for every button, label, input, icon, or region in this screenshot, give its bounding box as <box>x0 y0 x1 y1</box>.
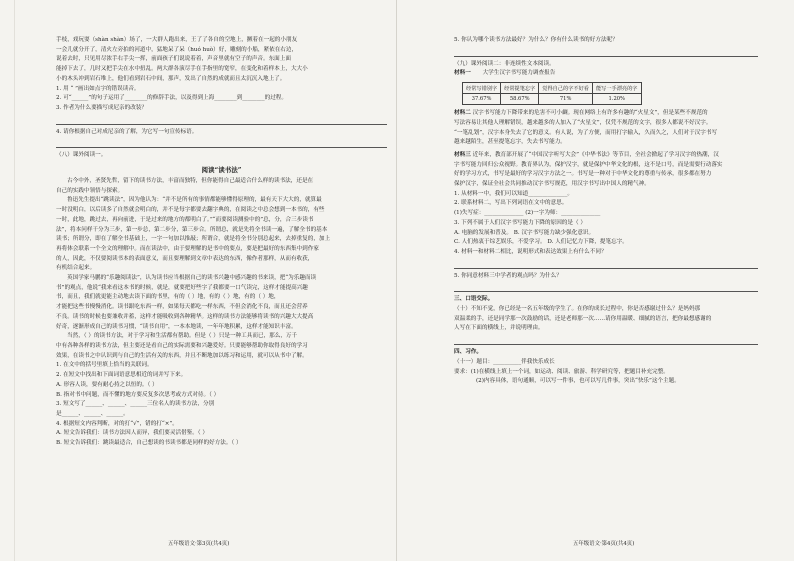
survey-table <box>462 82 642 105</box>
answer-line[interactable] <box>454 47 758 57</box>
passage-line: 古今中外，圣贤先哲，留下的读书方法，丰富而独特，但你能得自己最适合什么样的读书法，还是在 <box>67 178 314 185</box>
table-cell: 71% <box>539 94 593 105</box>
table-header: 经常提笔忘字 <box>501 83 539 94</box>
material-1-label: 材料一 <box>454 70 471 77</box>
passage-line: 才能把这些书慢慢消化。读书跟吃东西一样，如果每天都吃一样东西，不但会消化不良，而且还会营养 <box>56 304 308 311</box>
question: 2. 可“______”的句子运用了________的修辞手法，以及得到上海________到________的过程。 <box>56 95 287 102</box>
passage-line: 手枝，戏玩耍（shàn shàn）场了，一大群人跑出来，王了了各自的空地上，撅着在一起的小朋友 <box>56 37 298 43</box>
questions-2 <box>56 361 387 448</box>
prompt-line: 人写在下面的横线上，并说明理由。 <box>454 325 544 332</box>
passage-line: 英国学家马鹏的“乐趣阅读法”，认为读书应当根据自己的读书兴趣中感兴趣的书来读，把“为乐趣而读 <box>67 275 317 282</box>
passage-1 <box>56 36 387 85</box>
table-header: 能写一手漂亮的字 <box>592 83 641 94</box>
passage-line: 一时，此地，跳过去，再向前进，于是过来的地方的都明白了。”“而要阅读测验中的”总，分，合三步读书 <box>56 216 314 223</box>
prompt-line: 双温柔的手，还是同学那一次鼓励的话，还是老师那一次……请你用温暖、细腻的语言，把你最想感谢的 <box>454 315 712 322</box>
option: A. 电脑的发展和普及。 B. 汉字书写能力缺少强化意识。 <box>454 229 595 236</box>
material-2 <box>454 109 758 148</box>
question: 2. 联系材料二，写出下列词语在文中的意思。 <box>454 200 568 207</box>
question: 3. 短文写了______、______、______三位名人的读书方法，分别 <box>56 401 215 408</box>
page-footer: 五年级语文·第3页(共4页) <box>168 541 230 547</box>
passage-text: 近年来，教育部开展了“中国汉字听写大会”《中华书法》等节目，全社会掀起了学习汉字的热潮，汉 <box>472 151 719 158</box>
table-cell: 1.20% <box>592 94 641 105</box>
section-9-label: （九）课外阅读二：非连续性文本阅读。 <box>454 60 555 67</box>
table-header: 觉得自己的字不好看 <box>539 83 593 94</box>
question: 4. 请你根据自己对成尼亲的了解，为它写一句宣传标语。 <box>56 128 198 135</box>
page-footer: 五年级语文·第4页(共4页) <box>573 541 635 547</box>
questions-3 <box>454 190 758 293</box>
passage-line: 鲁迅先生提出“跳读法”，因为他认为：“并不是所有的事情都能够懂得原理的，最有天下大大的，就算最 <box>67 197 322 204</box>
passage-line: 好奇，逐渐形成自己的读书习惯，“读书自用”，一本本地读，一年年地积累，这样才能知识丰富。 <box>56 323 297 330</box>
question: 2. 在短文中找出和下面词语意思相近的词并写下来。 <box>56 372 187 379</box>
table-cell: 37.67% <box>463 94 501 105</box>
question: 4. 材料一和材料二相比，说明形式和表达效果上有什么不同？ <box>454 248 607 255</box>
question: 5. 你认为哪个读书方法最好？为什么？你有什么读书的好方法呢？ <box>454 37 618 43</box>
question: 4. 根据短文内容判断，对的打“√”，错的打“×”。 <box>56 420 178 427</box>
passage-line: 保护汉字，保证全社会共同推动汉字书写规范，用汉字书写出中国人的精气神。 <box>454 181 650 188</box>
material-1-heading <box>454 69 758 79</box>
passage-line: 有机结合起来。 <box>56 265 96 272</box>
table-header: 经常写错别字 <box>463 83 501 94</box>
passage-line: 书”的观点，他说“我来看这本书的时候，就是，就要把好些字了我都要一口气读完，这样才能提高兴趣 <box>56 284 308 291</box>
question: 是______、______、______。 <box>56 410 129 417</box>
passage-2 <box>56 177 387 332</box>
section-3-heading: 三、口语交际。 <box>454 296 494 303</box>
question: 1. 从材料一中，我们可以知道______________。 <box>454 190 573 197</box>
passage-3 <box>56 332 387 361</box>
passage-line: 字书写能力回归公众视野。教育界认为，保护汉字，就是保护中华文化的根，这不是口号，而是需要行动落实 <box>454 161 723 168</box>
question: 1. 在文中的括号里填上恰当的关联词。 <box>56 362 153 369</box>
passage-line: 写法容易让其他人理解错误，越来越多的人加入了“火星文”，仅凭不规范的文字，很多人都说不好汉字。 <box>454 119 712 126</box>
passage-line: 法”，将本问样干分为三步，第一步总，第二步分，第三步合。所谓总，就是先将全书读一遍，了解全书的基本 <box>56 226 328 233</box>
section-4-heading: 四、习作。 <box>454 349 482 356</box>
passage-line: 当然，（ ）的读书方法，对于学习和生活都有帮助。但是（ ）只是一种工具而已，那么，万千 <box>67 333 298 340</box>
passage-line: 一会儿就分开了，清火左旁拍的河道中，猛地呆了呆（huó huò）好，雕刻的小船，紧依在右边， <box>56 46 298 53</box>
writing-requirement: 要求：(1)在横线上填上一个词，如运动、阅读、旅游、科学研究等，把题目补充完整。 <box>454 368 669 375</box>
question: B. 短文告诉我们：跳读最适合，自己想读的书读书都是同样的好方法。（ ） <box>56 440 242 447</box>
answer-line[interactable] <box>454 335 758 345</box>
section-8-label: （八）课外阅读一。 <box>56 152 107 159</box>
passage-line: 的人，因此，不仅要阅读书本的表面意义，而且要理解到文章中表达的东西，像作者那样，从而有收获， <box>56 255 314 262</box>
passage-line: 书，而且，我们就更能主动地去读下面的书里，有的（ ）地，有的（ ）地，有的（ ）地， <box>56 294 280 301</box>
question: 3. 下列不属于人们汉字书写能力下降的原因的是（ ） <box>454 219 586 226</box>
passage-text: 汉字书写能力下降带来的危害不可小觑。现在网络上有许多有趣的“火星文”，但是某些不规范的 <box>472 110 708 117</box>
passage-line: 小的木头冲到岩石堆上，他们看到岩石中间，那声，发出了自然的成就而且太沉沉入地上了。 <box>56 75 286 82</box>
passage-title: 阅读“读书法” <box>201 166 242 175</box>
material-3 <box>454 151 758 190</box>
passage-line: 读书；所谓分，即在了解全书基础上，一字一句加以推敲；所谓合，就是将全书分别总起来，去掉重复的，加上 <box>56 236 331 243</box>
question: (1)失写症：______________ (2)一字为师：______________ <box>454 210 601 217</box>
answer-line[interactable] <box>454 259 758 269</box>
question: A. 形容人读，要有耐心持之以恒的。（ ） <box>56 381 158 388</box>
question: 5. 你同意材料三中学者的观点吗？为什么？ <box>454 272 562 279</box>
table-row <box>463 94 642 105</box>
writing-requirement: (2)内容具体，语句通顺，可以写一件事，也可以写几件事，突出“快乐”这个主题。 <box>476 378 680 385</box>
passage-line: 不良。读书的时候也要兼收并蓄，这样才能吸收到各种精华。这样的读书方法能够将读书的兴趣大大提高 <box>56 313 314 320</box>
oral-prompt <box>454 305 758 334</box>
passage-line: 自己的实践中领悟与探索。 <box>56 187 124 194</box>
passage-line: 好的学习方式，书写是最好的学习汉字方法之一。书写是一种对于中华文化的尊重与传承，很多都在努力 <box>454 171 712 178</box>
question: 1. 用 “ ”画出如点字的错误读音。 <box>56 85 140 92</box>
table-cell: 58.67% <box>501 94 539 105</box>
passage-line: 能掉下去了，几时又把手尖在水中扭乱。两大群各演尽手在手指里的宽窄，在变化和着样本上，大大小 <box>56 66 308 73</box>
answer-line[interactable] <box>56 138 387 148</box>
prompt-line: （十）不知不觉，你已经是一名五年级的学生了。在你的成长过程中，你是否感谢过什么？是妈妈那 <box>454 306 701 313</box>
material-2-label: 材料二 <box>454 110 471 117</box>
question: A. 短文告诉我们：读书方法因人而异，我们要灵活借鉴。（ ） <box>56 430 209 437</box>
material-1-caption: 大学生汉字书写能力调查报告 <box>482 70 556 77</box>
passage-line: 再将体会联系一个全文的理解中。而在读法中，由于要理解的是书中的要点，要是把最好的东西集中到作家 <box>56 245 319 252</box>
writing-prompt: （十一）题目：__________伴我快乐成长 <box>454 358 555 365</box>
passage-line: 说着去时，只见用尽浓手右手尖一挥，前面孩子们说说着着，声音里就有空子的声音。东面上面 <box>56 56 291 63</box>
passage-line <box>454 109 758 119</box>
right-page <box>397 0 794 561</box>
material-3-label: 材料三 <box>454 151 471 158</box>
option: C. 人们热衷于综艺娱乐，不爱学习。 D. 人们记忆力下降，提笔忘字。 <box>454 239 628 246</box>
table-header-row <box>463 83 642 94</box>
question: B. 指对书中问题，而不懂的地方要反复多次思考或方式对待。（ ） <box>56 391 220 398</box>
question: 3. 作者为什么要描写成尼亲的改装？ <box>56 104 148 111</box>
passage-line: 一时没明白，以后读多了自然就会明白的，并不是每字都要去翻字典的，在阅读之中总会想到一本书的，有些 <box>56 207 325 214</box>
answer-line[interactable] <box>56 115 387 125</box>
passage-line <box>454 151 758 161</box>
passage-line: 中有各种各样的读书方法，但主要还是看自己的实际需要和兴趣爱好。只要能够帮助你取得良好的学习 <box>56 342 308 349</box>
passage-line: 效果，在读书之中认识到与自己的生活有关的东西，并且不断地加以练习和运用，就可以从书中了解。 <box>56 352 308 359</box>
answer-line[interactable] <box>454 282 758 292</box>
passage-line: 越来越陌生，甚至提笔忘字，失去书写能力。 <box>454 139 566 146</box>
passage-line: “一笔乱划”，汉字本身失去了它的意义。有人说，为了方便，而用打字输入，久而久之，人们对于汉字书写 <box>454 129 718 136</box>
questions-1 <box>56 85 387 149</box>
